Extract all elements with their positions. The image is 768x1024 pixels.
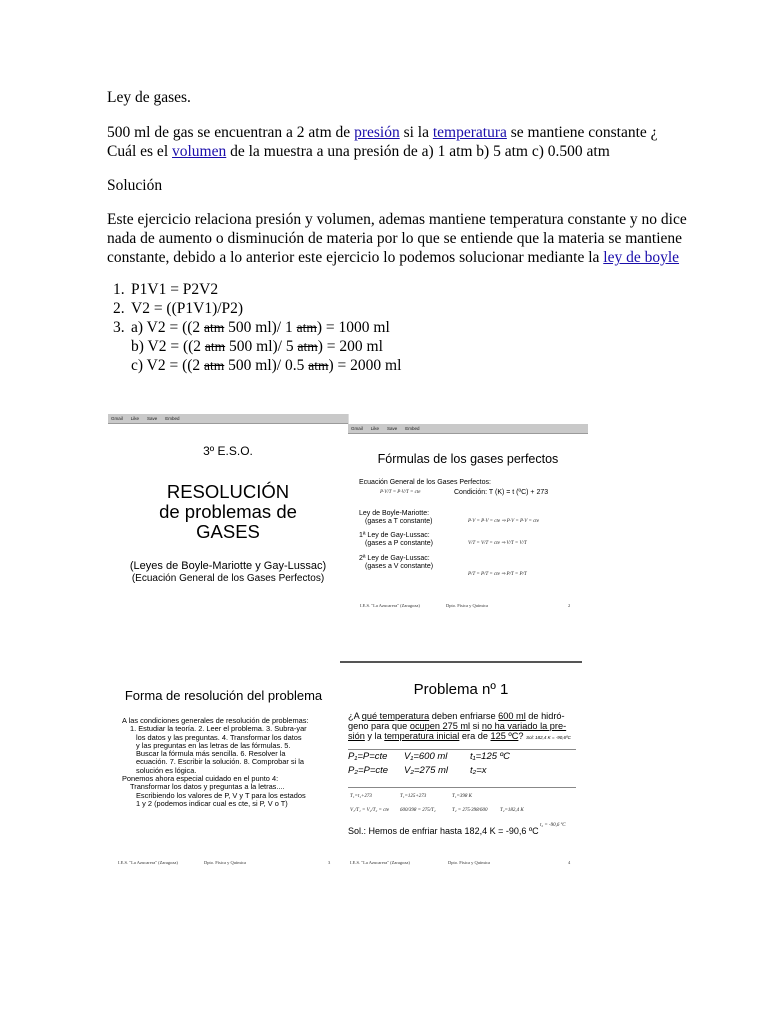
solution-steps [107, 280, 687, 375]
slide-thumbnail-4[interactable]: Problema nº 1 ¿A qué temperatura deben enfriarse 600 ml de hidró-geno para que ocupen 275 ml si no ha variado la pre-sión y la temperatura inicial era de 125 ºC? Sol: 182,4 K = -90,6ºC P₁=P=cte V₁=600 ml t₁=125 ºC P₂=P=cte V₂=275 ml t₂=x T₁=t₁+273 T₁=125+273 T₁=398 K V₁/T₁ = V₂/T₂ = cte 600/398 = 275/T₂ T₂ = 275·398/600 T₂=182,4 K t₂ = -90,6 ºC Sol.: Hemos de enfriar hasta 182,4 K = -90,6 ºC I.E.S. "La Azucarera" (Zaragoza) Dpto. Física y Química 4 [340, 661, 582, 866]
data-v1: V₁=600 ml [404, 751, 448, 762]
slide2-gaylussac2-formula: P/T = P/T = cte ⇒ P/T = P/T [468, 572, 527, 577]
problem-text-3: se mantiene constante ¿ Cuál es el [107, 124, 658, 160]
slide3-body: A las condiciones generales de resolución de problemas: 1. Estudiar la teoría. 2. Leer el problema. 3. Subra-yar los datos y las preguntas. 4. Transformar los datos y las preguntas en las letras de las fórmulas. 5. Buscar la fórmula más sencilla. 6. Resolver la ecuación. 7. Escribir la solución. 8. Comprobar si la solución es lógica. Ponemos ahora especial cuidado en el punto 4: Transformar los datos y preguntas a la letras.... Escribiendo los valores de P, V y T para los estados 1 y 2 (podemos indicar cual es cte, si P, V o T) [122, 716, 309, 808]
calc-t1-formula: T₁=t₁+273 [350, 794, 372, 799]
calc-t1-values: T₁=125+273 [400, 794, 427, 799]
step3-line-c: c) V2 = ((2 atm 500 ml)/ 0.5 atm) = 2000 ml [131, 357, 402, 374]
toolbar-like-button[interactable]: Like [370, 426, 380, 431]
struck-unit: atm [308, 358, 329, 373]
slide2-general-formula: P·V/T = P·V/T = cte [380, 490, 421, 495]
slide2-gaylussac1-formula: V/T = V/T = cte ⇒ V/T = V/T [468, 541, 527, 546]
data-p2: P₂=P=cte [348, 765, 389, 776]
calc-substitution: 600/398 = 275/T₂ [400, 808, 436, 813]
toolbar-save-button[interactable]: Save [387, 426, 398, 431]
slide2-gaylussac2-label: 2ª Ley de Gay-Lussac: (gases a V constante) [359, 555, 434, 570]
slide1-subtitle-2: (Ecuación General de los Gases Perfectos) [131, 573, 325, 584]
document-body [107, 88, 687, 375]
slide4-solution: Sol.: Hemos de enfriar hasta 182,4 K = -90,6 ºC [348, 826, 539, 836]
toolbar-embed-button[interactable]: Embed [165, 416, 180, 421]
step-number: 2. [113, 300, 125, 317]
step-item [107, 318, 687, 375]
slide2-gaylussac1-label: 1ª Ley de Gay-Lussac: (gases a P constante) [359, 532, 433, 547]
data-v2: V₂=275 ml [404, 765, 449, 776]
toolbar-like-button[interactable]: Like [130, 416, 140, 421]
toolbar-save-button[interactable]: Save [147, 416, 158, 421]
step-number: 1. [113, 281, 125, 298]
slide-thumbnail-1[interactable] [108, 414, 349, 600]
step3-line-b: b) V2 = ((2 atm 500 ml)/ 5 atm) = 200 ml [131, 338, 383, 355]
step-text: V2 = ((P1V1)/P2) [131, 300, 244, 317]
toolbar-embed-button[interactable]: Embed [405, 426, 420, 431]
step-item [107, 280, 687, 299]
slide4-question: ¿A qué temperatura deben enfriarse 600 ml de hidró-geno para que ocupen 275 ml si no ha variado la pre-sión y la temperatura inicial era de 125 ºC? Sol: 182,4 K = -90,6ºC [348, 711, 571, 742]
step-text: P1V1 = P2V2 [131, 281, 219, 298]
calc-t2-result: T₂=182,4 K [500, 808, 524, 813]
calc-t2-celsius: t₂ = -90,6 ºC [540, 823, 566, 828]
problem-text-1: 500 ml de gas se encuentran a 2 atm de [107, 124, 355, 141]
calc-t2-expression: T₂ = 275·398/600 [452, 808, 488, 813]
slide-thumbnail-2[interactable]: Gmail Like Save Embed Fórmulas de los gases perfectos Ecuación General de los Gases Perfectos: P·V/T = P·V/T = cte Condición: T (K) = t (ºC) + 273 Ley de Boyle-Mariotte: (gases a T constante) P·V = P·V = cte ⇒ P·V = P·V = cte 1ª Ley de Gay-Lussac: (gases a P constante) V/T = V/T = cte ⇒ V/T = V/T 2ª Ley de Gay-Lussac: (gases a V constante) P/T = P/T = cte ⇒ P/T = P/T I.E.S. "La Azucarera" (Zaragoza) Dpto. Física y Química 2 [348, 424, 588, 609]
slide2-boyle-label: Ley de Boyle-Mariotte: (gases a T constante) [359, 510, 433, 525]
problem-text-4: de la muestra a una presión de a) 1 atm b) 5 atm c) 0.500 atm [226, 143, 610, 160]
slide-toolbar [348, 424, 588, 434]
slide1-subtitle: (Leyes de Boyle-Mariotte y Gay-Lussac) [129, 560, 327, 572]
struck-unit: atm [296, 320, 317, 335]
slide-thumbnail-3[interactable]: Forma de resolución del problema A las condiciones generales de resolución de problemas: 1. Estudiar la teoría. 2. Leer el problema. 3. Subra-yar los datos y las preguntas. 4. Transformar los datos y las preguntas en las letras de las fórmulas. 5. Buscar la fórmula más sencilla. 6. Resolver la ecuación. 7. Escribir la solución. 8. Comprobar si la solución es lógica. Ponemos ahora especial cuidado en el punto 4: Transformar los datos y preguntas a la letras.... Escribiendo los valores de P, V y T para los estados 1 y 2 (podemos indicar cual es cte, si P, V o T) I.E.S. "La Azucarera" (Zaragoza) Dpto. Física y Química 3 [108, 672, 339, 866]
step3-line-a: a) V2 = ((2 atm 500 ml)/ 1 atm) = 1000 ml [131, 319, 390, 336]
slide-toolbar [108, 414, 348, 424]
struck-unit: atm [297, 339, 318, 354]
link-temperatura[interactable]: temperatura [432, 124, 507, 141]
step-number: 3. [113, 319, 125, 336]
slide2-general-label: Ecuación General de los Gases Perfectos: [359, 479, 491, 486]
data-t2: t₂=x [470, 765, 487, 776]
link-presion[interactable]: presión [354, 124, 400, 141]
document-title: Ley de gases. [107, 89, 191, 106]
slide2-boyle-formula: P·V = P·V = cte ⇒ P·V = P·V = cte [468, 519, 539, 524]
slide2-title: Fórmulas de los gases perfectos [377, 452, 559, 466]
link-volumen[interactable]: volumen [172, 143, 227, 160]
explanation-text: Este ejercicio relaciona presión y volumen, ademas mantiene temperatura constante y no dice nada de aumento o disminución de materia por lo que se entiende que la materia se mantiene constante, debido a lo anterior este ejercicio lo podemos solucionar mediante la [107, 211, 687, 266]
slide1-title: RESOLUCIÓN de problemas de GASES [159, 481, 297, 542]
solution-heading: Solución [107, 177, 163, 194]
struck-unit: atm [204, 339, 226, 354]
step-item [107, 299, 687, 318]
problem-text-2: si la [399, 124, 433, 141]
struck-unit: atm [204, 358, 225, 373]
explanation-paragraph [107, 210, 687, 267]
divider [348, 749, 576, 750]
divider [348, 787, 576, 788]
calc-ratio: V₁/T₁ = V₂/T₂ = cte [350, 808, 389, 813]
slide2-condition: Condición: T (K) = t (ºC) + 273 [454, 489, 549, 496]
toolbar-gmail-button[interactable]: Gmail [351, 426, 363, 431]
calc-t1-result: T₁=398 K [452, 794, 472, 799]
slide3-title: Forma de resolución del problema [124, 688, 323, 703]
struck-unit: atm [204, 320, 225, 335]
problem-statement [107, 123, 687, 161]
link-ley-de-boyle[interactable]: ley de boyle [603, 249, 680, 266]
slide4-title: Problema nº 1 [413, 681, 509, 698]
data-t1: t₁=125 ºC [470, 751, 511, 762]
toolbar-gmail-button[interactable]: Gmail [111, 416, 123, 421]
data-p1: P₁=P=cte [348, 751, 388, 762]
slide1-course: 3º E.S.O. [203, 444, 253, 458]
